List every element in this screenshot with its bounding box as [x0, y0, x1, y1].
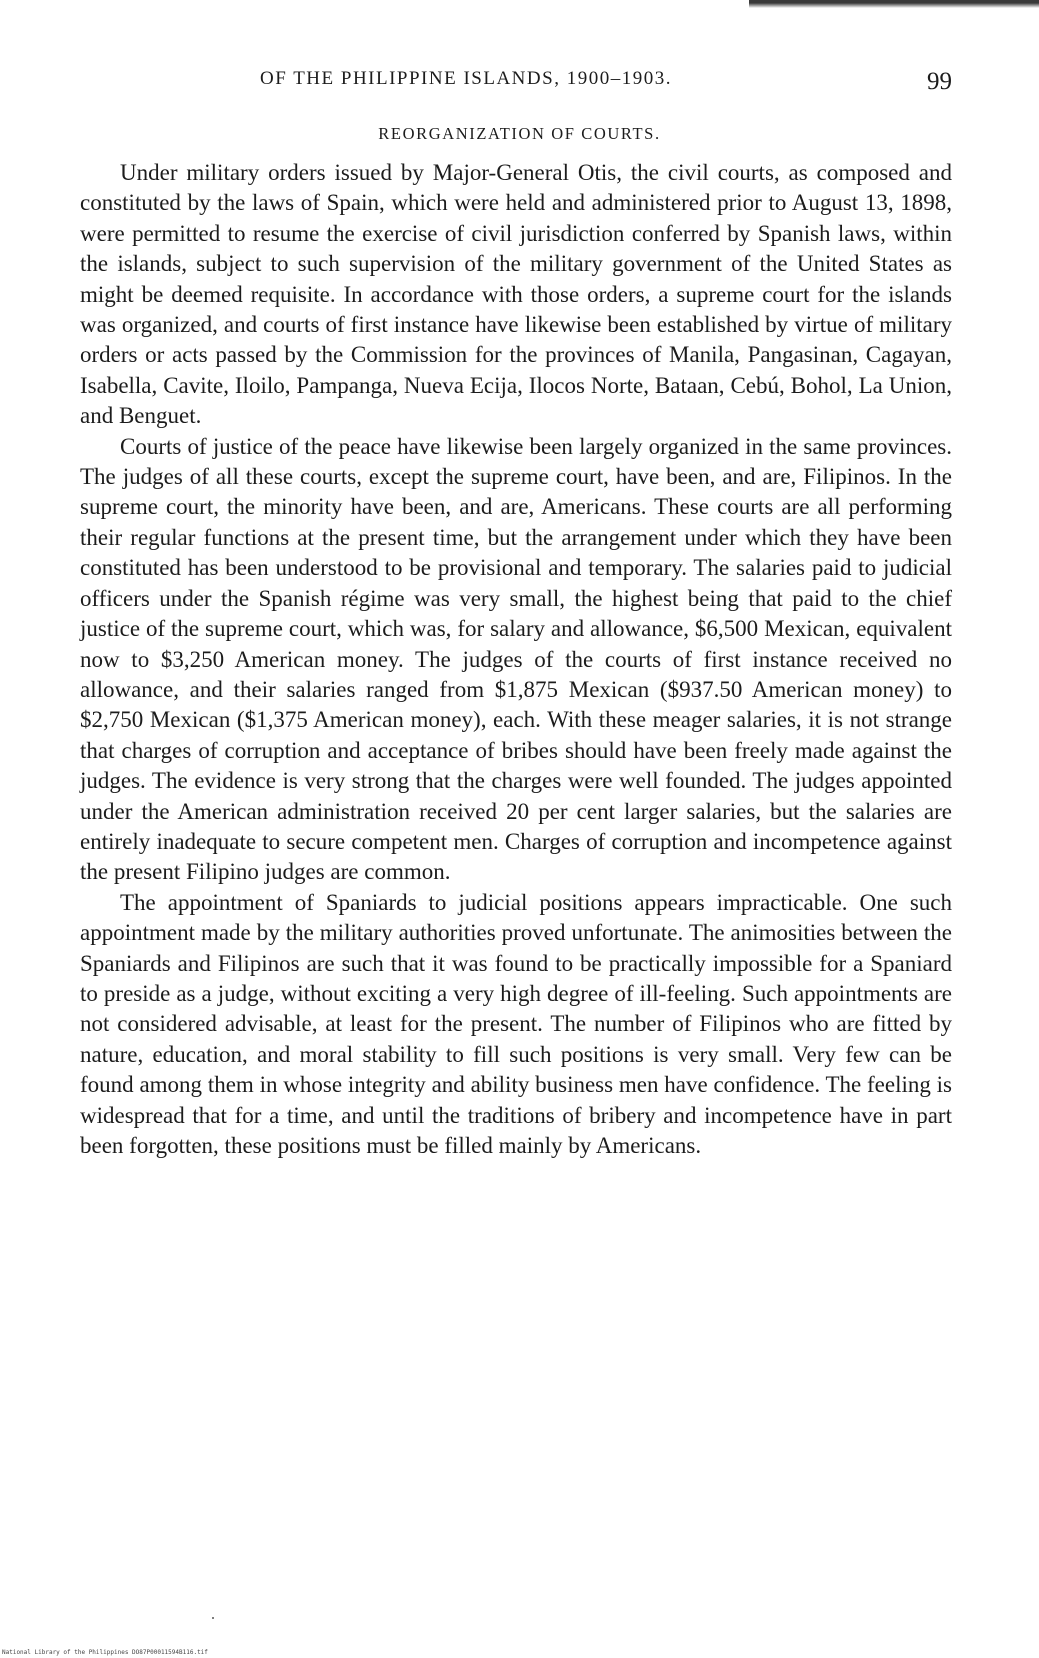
section-heading: REORGANIZATION OF COURTS. [378, 124, 661, 143]
paragraph-3: The appointment of Spaniards to judicial positions appears impracticable. One such appointment made by the military authorities proved unfortunate. The animosities between the Spaniards and Filipinos are such that it was found to be practically impossible for a Spaniard to preside as a judge, without exciting a very high degree of ill-feeling. Such appointments are not considered advisable, at least for the present. The number of Filipinos who are fitted by nature, education, and moral stability to fill such positions is very small. Very few can be found among them in whose integrity and ability business men have confidence. The feeling is widespread that for a time, and until the traditions of bribery and incompetence have in part been forgotten, these positions must be filled mainly by Americans. [80, 889, 952, 1158]
scan-edge-bar [749, 0, 1039, 8]
scan-speck [212, 1617, 214, 1619]
paragraph-2: Courts of justice of the peace have likewise been largely organized in the same provinces. The judges of all these courts, except the supreme court, have been, and are, Filipinos. In the supreme court, the minority have been, and are, Americans. These courts are all performing their regular functions at the present time, but the arrangement under which they have been constituted has been understood to be provisional and temporary. The salaries paid to judicial officers under the Spanish régime was very small, the highest being that paid to the chief justice of the supreme court, which was, for salary and allowance, $6,500 Mexican, equivalent now to $3,250 American money. The judges of the courts of first instance received no allowance, and their salaries ranged from $1,875 Mexican ($937.50 American money) to $2,750 Mexican ($1,375 American money), each. With these meager salaries, it is not strange that charges of corruption and acceptance of bribes should have been freely made against the judges. The evidence is very strong that the charges were well founded. The judges appointed under the American administration received 20 per cent larger salaries, but the salaries are entirely inadequate to secure competent men. Charges of corruption and incompetence against the present Filipino judges are common. [80, 433, 952, 885]
page-number: 99 [927, 68, 952, 95]
running-head [80, 68, 952, 102]
paragraph-1: Under military orders issued by Major-General Otis, the civil courts, as composed and constituted by the laws of Spain, which were held and administered prior to August 13, 1898, were permitted to resume the exercise of civil jurisdiction conferred by Spanish laws, within the islands, subject to such supervision of the military government of the United States as might be deemed requisite. In accordance with those orders, a supreme court for the islands was organized, and courts of first instance have likewise been established by virtue of military orders or acts passed by the Commission for the provinces of Manila, Pangasinan, Cagayan, Isabella, Cavite, Iloilo, Pampanga, Nueva Ecija, Ilocos Norte, Bataan, Cebú, Bohol, La Union, and Benguet. [80, 160, 952, 429]
running-title: OF THE PHILIPPINE ISLANDS, 1900–1903. [260, 68, 672, 89]
body-text [80, 158, 952, 1161]
scan-source-line: National Library of the Philippines DO87P00011594B116.tif [2, 1649, 208, 1656]
